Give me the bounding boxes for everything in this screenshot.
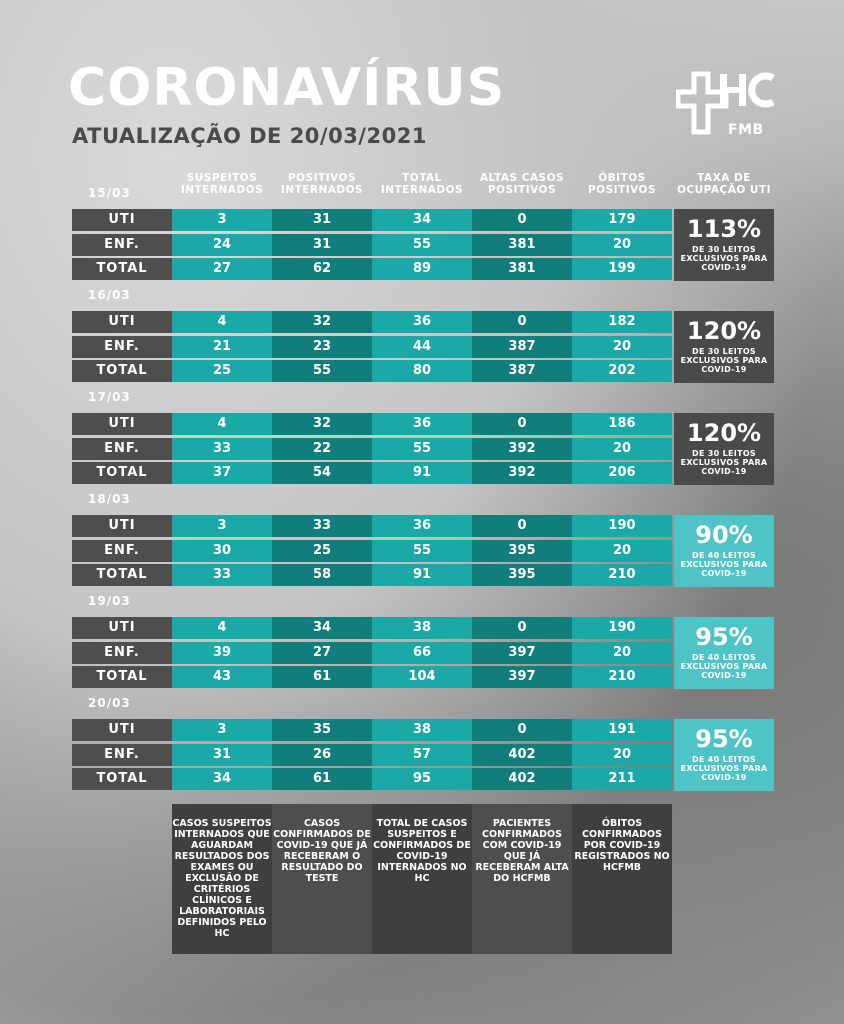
cell-altas: 0 bbox=[472, 311, 572, 333]
cell-positivos: 31 bbox=[272, 209, 372, 231]
cell-obitos: 202 bbox=[572, 360, 672, 382]
cell-total: 38 bbox=[372, 617, 472, 639]
cell-positivos: 26 bbox=[272, 744, 372, 766]
cell-altas: 387 bbox=[472, 360, 572, 382]
cell-suspeitos: 3 bbox=[172, 515, 272, 537]
row-label: UTI bbox=[72, 311, 172, 333]
cell-total: 89 bbox=[372, 258, 472, 280]
cell-positivos: 54 bbox=[272, 462, 372, 484]
occupancy-note: DE 30 LEITOS EXCLUSIVOS PARA COVID-19 bbox=[680, 245, 768, 272]
occupancy-percent: 120% bbox=[686, 317, 762, 345]
occupancy-note: DE 30 LEITOS EXCLUSIVOS PARA COVID-19 bbox=[680, 347, 768, 374]
occupancy-percent: 95% bbox=[695, 725, 753, 753]
col-header-obitos: ÓBITOS POSITIVOS bbox=[587, 172, 657, 196]
cell-altas: 0 bbox=[472, 209, 572, 231]
cell-suspeitos: 34 bbox=[172, 768, 272, 790]
cell-obitos: 191 bbox=[572, 719, 672, 741]
cell-altas: 395 bbox=[472, 564, 572, 586]
cell-positivos: 22 bbox=[272, 438, 372, 460]
legend-positivos: CASOS CONFIRMADOS DE COVID-19 QUE JÁ RECEBERAM O RESULTADO DO TESTE bbox=[272, 804, 372, 954]
cell-total: 80 bbox=[372, 360, 472, 382]
cell-obitos: 210 bbox=[572, 666, 672, 688]
row-label: TOTAL bbox=[72, 666, 172, 688]
page-subtitle: ATUALIZAÇÃO DE 20/03/2021 bbox=[72, 124, 427, 148]
cell-positivos: 27 bbox=[272, 642, 372, 664]
cell-positivos: 33 bbox=[272, 515, 372, 537]
occupancy-box bbox=[674, 719, 774, 791]
cell-obitos: 20 bbox=[572, 438, 672, 460]
cell-obitos: 20 bbox=[572, 744, 672, 766]
cell-obitos: 186 bbox=[572, 413, 672, 435]
row-label: UTI bbox=[72, 413, 172, 435]
cell-suspeitos: 4 bbox=[172, 311, 272, 333]
cell-suspeitos: 4 bbox=[172, 413, 272, 435]
cell-total: 34 bbox=[372, 209, 472, 231]
cell-total: 104 bbox=[372, 666, 472, 688]
table-row bbox=[72, 209, 672, 231]
cell-suspeitos: 33 bbox=[172, 564, 272, 586]
cell-positivos: 35 bbox=[272, 719, 372, 741]
cell-positivos: 58 bbox=[272, 564, 372, 586]
occupancy-note: DE 40 LEITOS EXCLUSIVOS PARA COVID-19 bbox=[680, 755, 768, 782]
cell-altas: 0 bbox=[472, 515, 572, 537]
row-label: ENF. bbox=[72, 642, 172, 664]
cell-obitos: 20 bbox=[572, 234, 672, 256]
cell-altas: 392 bbox=[472, 438, 572, 460]
cell-suspeitos: 21 bbox=[172, 336, 272, 358]
row-label: ENF. bbox=[72, 438, 172, 460]
table-row bbox=[72, 666, 672, 688]
row-label: ENF. bbox=[72, 744, 172, 766]
occupancy-box bbox=[674, 209, 774, 281]
cell-positivos: 34 bbox=[272, 617, 372, 639]
cell-obitos: 199 bbox=[572, 258, 672, 280]
cell-altas: 381 bbox=[472, 234, 572, 256]
row-label: ENF. bbox=[72, 234, 172, 256]
legend-obitos: ÓBITOS CONFIRMADOS POR COVID-19 REGISTRADOS NO HCFMB bbox=[572, 804, 672, 954]
cell-obitos: 211 bbox=[572, 768, 672, 790]
row-label: UTI bbox=[72, 617, 172, 639]
cell-positivos: 31 bbox=[272, 234, 372, 256]
table-row bbox=[72, 540, 672, 562]
row-label: TOTAL bbox=[72, 462, 172, 484]
cell-total: 36 bbox=[372, 413, 472, 435]
occupancy-percent: 120% bbox=[686, 419, 762, 447]
table-row bbox=[72, 234, 672, 256]
occupancy-percent: 90% bbox=[695, 521, 753, 549]
cell-altas: 392 bbox=[472, 462, 572, 484]
cell-total: 57 bbox=[372, 744, 472, 766]
occupancy-note: DE 40 LEITOS EXCLUSIVOS PARA COVID-19 bbox=[680, 551, 768, 578]
cell-total: 95 bbox=[372, 768, 472, 790]
cell-positivos: 25 bbox=[272, 540, 372, 562]
col-header-total: TOTAL INTERNADOS bbox=[380, 172, 464, 196]
logo-subtext: FMB bbox=[728, 122, 764, 138]
col-header-positivos: POSITIVOS INTERNADOS bbox=[280, 172, 364, 196]
cell-altas: 397 bbox=[472, 642, 572, 664]
table-row bbox=[72, 258, 672, 280]
legend-altas: PACIENTES CONFIRMADOS COM COVID-19 QUE JÁ RECEBERAM ALTA DO HCFMB bbox=[472, 804, 572, 954]
cell-positivos: 61 bbox=[272, 666, 372, 688]
cell-suspeitos: 27 bbox=[172, 258, 272, 280]
cell-positivos: 55 bbox=[272, 360, 372, 382]
col-header-suspeitos: SUSPEITOS INTERNADOS bbox=[180, 172, 264, 196]
date-label: 19/03 bbox=[88, 594, 131, 608]
cell-total: 36 bbox=[372, 311, 472, 333]
occupancy-box bbox=[674, 515, 774, 587]
cell-suspeitos: 3 bbox=[172, 719, 272, 741]
cell-suspeitos: 43 bbox=[172, 666, 272, 688]
row-label: UTI bbox=[72, 209, 172, 231]
occupancy-box bbox=[674, 617, 774, 689]
cell-total: 91 bbox=[372, 564, 472, 586]
date-label: 15/03 bbox=[88, 186, 131, 200]
legend-total: TOTAL DE CASOS SUSPEITOS E CONFIRMADOS DE COVID-19 INTERNADOS NO HC bbox=[372, 804, 472, 954]
cell-obitos: 190 bbox=[572, 515, 672, 537]
cell-obitos: 182 bbox=[572, 311, 672, 333]
cell-altas: 402 bbox=[472, 744, 572, 766]
cell-positivos: 62 bbox=[272, 258, 372, 280]
cell-obitos: 20 bbox=[572, 642, 672, 664]
cell-obitos: 206 bbox=[572, 462, 672, 484]
occupancy-note: DE 40 LEITOS EXCLUSIVOS PARA COVID-19 bbox=[680, 653, 768, 680]
table-row bbox=[72, 642, 672, 664]
table-row bbox=[72, 617, 672, 639]
cell-altas: 0 bbox=[472, 617, 572, 639]
row-label: ENF. bbox=[72, 540, 172, 562]
cell-total: 66 bbox=[372, 642, 472, 664]
occupancy-box bbox=[674, 311, 774, 383]
occupancy-box bbox=[674, 413, 774, 485]
cell-total: 44 bbox=[372, 336, 472, 358]
cell-total: 55 bbox=[372, 540, 472, 562]
cell-obitos: 20 bbox=[572, 540, 672, 562]
cell-positivos: 32 bbox=[272, 311, 372, 333]
row-label: TOTAL bbox=[72, 564, 172, 586]
cell-altas: 381 bbox=[472, 258, 572, 280]
cell-suspeitos: 3 bbox=[172, 209, 272, 231]
page-title: CORONAVÍRUS bbox=[68, 58, 506, 118]
cell-altas: 395 bbox=[472, 540, 572, 562]
cell-total: 36 bbox=[372, 515, 472, 537]
cell-obitos: 210 bbox=[572, 564, 672, 586]
cell-obitos: 190 bbox=[572, 617, 672, 639]
cell-suspeitos: 33 bbox=[172, 438, 272, 460]
cell-total: 55 bbox=[372, 438, 472, 460]
cell-altas: 0 bbox=[472, 719, 572, 741]
cell-obitos: 20 bbox=[572, 336, 672, 358]
occupancy-percent: 113% bbox=[686, 215, 762, 243]
cell-total: 38 bbox=[372, 719, 472, 741]
row-label: UTI bbox=[72, 719, 172, 741]
legend-suspeitos: CASOS SUSPEITOS INTERNADOS QUE AGUARDAM RESULTADOS DOS EXAMES OU EXCLUSÃO DE CRITÉRIOS CLÍNICOS E LABORATORIAIS DEFINIDOS PELO HC bbox=[172, 804, 272, 954]
table-row bbox=[72, 719, 672, 741]
table-row bbox=[72, 413, 672, 435]
occupancy-note: DE 30 LEITOS EXCLUSIVOS PARA COVID-19 bbox=[680, 449, 768, 476]
date-label: 20/03 bbox=[88, 696, 131, 710]
col-header-altas: ALTAS CASOS POSITIVOS bbox=[479, 172, 565, 196]
row-label: UTI bbox=[72, 515, 172, 537]
cell-positivos: 61 bbox=[272, 768, 372, 790]
table-row bbox=[72, 311, 672, 333]
cell-suspeitos: 30 bbox=[172, 540, 272, 562]
occupancy-percent: 95% bbox=[695, 623, 753, 651]
date-label: 17/03 bbox=[88, 390, 131, 404]
cell-obitos: 179 bbox=[572, 209, 672, 231]
table-row bbox=[72, 438, 672, 460]
cell-altas: 397 bbox=[472, 666, 572, 688]
cell-positivos: 32 bbox=[272, 413, 372, 435]
row-label: TOTAL bbox=[72, 360, 172, 382]
cell-suspeitos: 4 bbox=[172, 617, 272, 639]
row-label: ENF. bbox=[72, 336, 172, 358]
cell-altas: 387 bbox=[472, 336, 572, 358]
date-label: 16/03 bbox=[88, 288, 131, 302]
table-row bbox=[72, 515, 672, 537]
table-row bbox=[72, 564, 672, 586]
row-label: TOTAL bbox=[72, 768, 172, 790]
col-header-taxa: TAXA DE OCUPAÇÃO UTI bbox=[676, 172, 772, 196]
table-row bbox=[72, 768, 672, 790]
cell-suspeitos: 31 bbox=[172, 744, 272, 766]
row-label: TOTAL bbox=[72, 258, 172, 280]
cell-altas: 402 bbox=[472, 768, 572, 790]
cell-suspeitos: 24 bbox=[172, 234, 272, 256]
table-row bbox=[72, 462, 672, 484]
cell-positivos: 23 bbox=[272, 336, 372, 358]
cell-suspeitos: 39 bbox=[172, 642, 272, 664]
cell-suspeitos: 25 bbox=[172, 360, 272, 382]
cell-total: 91 bbox=[372, 462, 472, 484]
cell-suspeitos: 37 bbox=[172, 462, 272, 484]
table-row bbox=[72, 336, 672, 358]
cell-total: 55 bbox=[372, 234, 472, 256]
cell-altas: 0 bbox=[472, 413, 572, 435]
table-row bbox=[72, 744, 672, 766]
date-label: 18/03 bbox=[88, 492, 131, 506]
table-row bbox=[72, 360, 672, 382]
